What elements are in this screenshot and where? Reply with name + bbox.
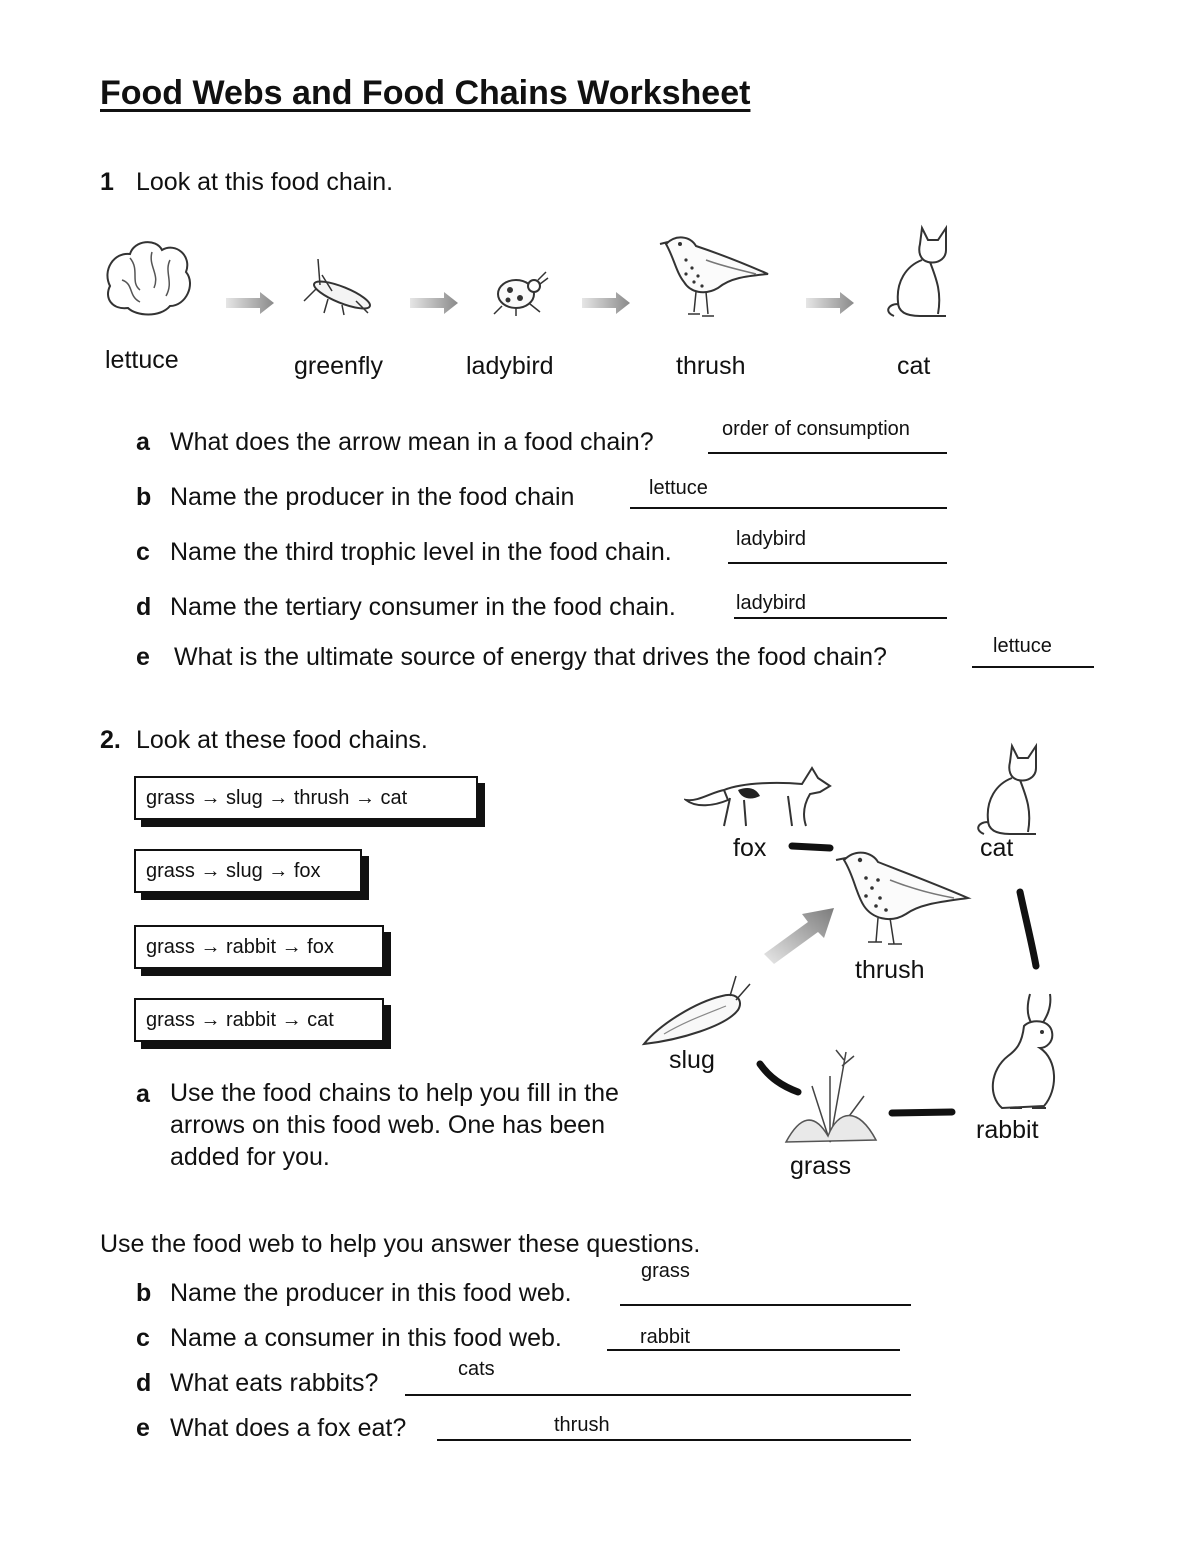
answer-line (630, 507, 947, 509)
q1-prompt: Look at this food chain. (136, 168, 394, 196)
q2-part-d: d What eats rabbits? (136, 1369, 379, 1397)
organism-label: lettuce (105, 346, 179, 374)
q1-number: 1 (100, 168, 114, 196)
answer-line (620, 1304, 911, 1306)
q1-heading (100, 168, 393, 197)
answer-text: grass (641, 1260, 690, 1282)
q2-part-b: b Name the producer in this food web. (136, 1279, 572, 1307)
answer-text: rabbit (640, 1326, 691, 1348)
organism-label: greenfly (294, 352, 383, 380)
answer-line (728, 562, 947, 564)
answer-text: lettuce (649, 477, 708, 499)
answer-text: order of consumption (722, 418, 910, 440)
arrow-icon (806, 290, 856, 316)
q2-number: 2. (100, 726, 121, 754)
rabbit-image (980, 990, 1066, 1114)
arrow-icon (410, 290, 460, 316)
thrush-image (656, 230, 776, 320)
answer-text: ladybird (736, 592, 807, 614)
web-label-thrush: thrush (855, 956, 925, 984)
q1-part-e: e What is the ultimate source of energy that drives the food chain? (136, 643, 887, 671)
fox-image (684, 760, 836, 830)
greenfly-image (302, 255, 384, 317)
answer-line (734, 617, 947, 619)
ladybird-image (488, 266, 550, 316)
web-label-cat: cat (980, 834, 1014, 862)
answer-line (607, 1349, 900, 1351)
q2-part-c: c Name a consumer in this food web. (136, 1324, 562, 1352)
arrow-icon (226, 290, 276, 316)
q1-part-d: d Name the tertiary consumer in the food chain. (136, 593, 676, 621)
q1-part-c: c Name the third trophic level in the food chain. (136, 538, 672, 566)
answer-text: thrush (554, 1414, 610, 1436)
answer-text: cats (458, 1358, 495, 1380)
food-chain-box: grass → rabbit → cat (134, 998, 384, 1042)
food-web-arrow-icon (758, 904, 838, 970)
q2-prompt: Look at these food chains. (136, 726, 428, 754)
answer-text: ladybird (736, 528, 807, 550)
answer-line (972, 666, 1094, 668)
web-label-fox: fox (733, 834, 767, 862)
grass-image (784, 1046, 878, 1146)
organism-label: cat (897, 352, 931, 380)
arrow-icon (582, 290, 632, 316)
answer-text: lettuce (993, 635, 1052, 657)
q2-instruction: Use the food web to help you answer these questions. (100, 1230, 701, 1258)
slug-image (640, 972, 756, 1052)
q2-heading (100, 726, 428, 755)
organism-label: ladybird (466, 352, 554, 380)
web-label-slug: slug (669, 1046, 715, 1074)
food-chain-box: grass → rabbit → fox (134, 925, 384, 969)
lettuce-image (100, 236, 196, 320)
q1-part-a: a What does the arrow mean in a food chain? (136, 428, 654, 456)
thrush-image (834, 846, 974, 950)
organism-label: thrush (676, 352, 746, 380)
answer-line (708, 452, 947, 454)
food-chain-box: grass → slug → fox (134, 849, 362, 893)
page-title: Food Webs and Food Chains Worksheet (100, 74, 751, 112)
q2-part-e: e What does a fox eat? (136, 1414, 407, 1442)
food-chain-box: grass → slug → thrush → cat (134, 776, 478, 820)
answer-line (405, 1394, 911, 1396)
web-label-rabbit: rabbit (976, 1116, 1039, 1144)
cat-image (880, 222, 956, 320)
answer-line (437, 1439, 911, 1441)
q2-part-a: a Use the food chains to help you fill in the arrows on this food web. One has been added for you. (136, 1079, 619, 1171)
web-label-grass: grass (790, 1152, 852, 1180)
cat-image (970, 740, 1046, 838)
q1-part-b: b Name the producer in the food chain (136, 483, 575, 511)
